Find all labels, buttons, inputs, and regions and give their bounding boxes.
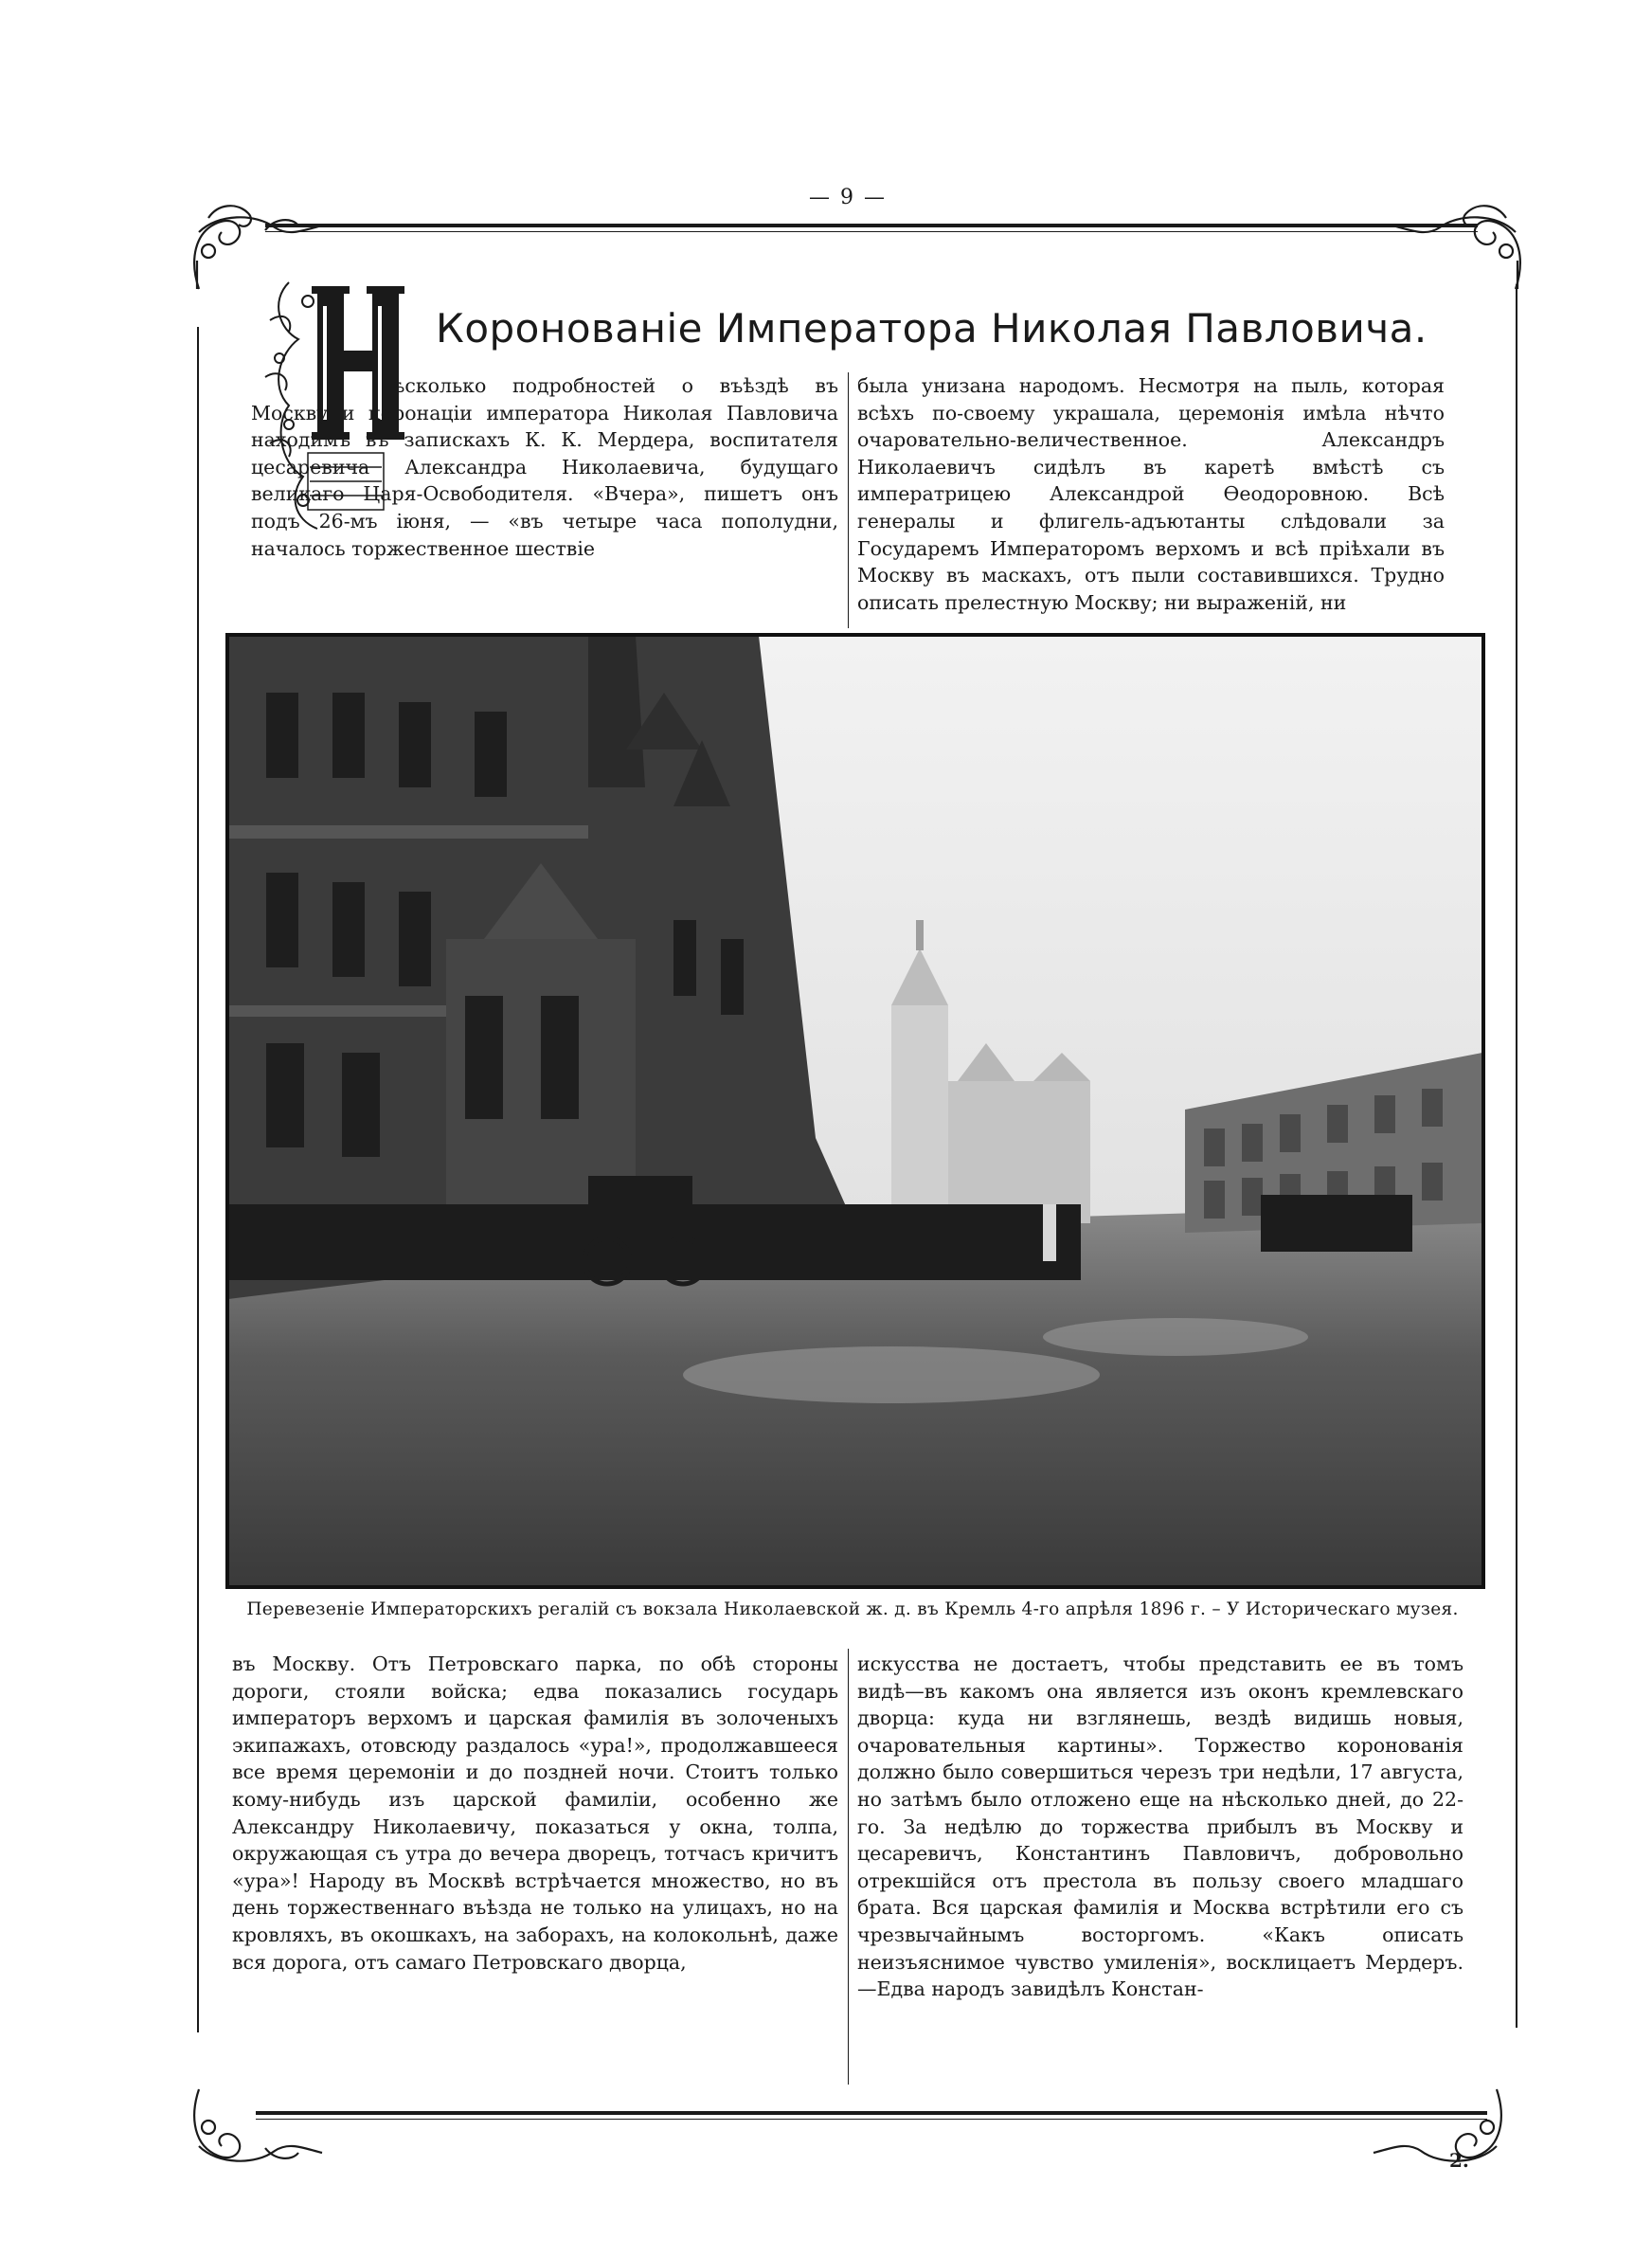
frame-left-rule	[197, 327, 199, 2032]
article-title: Коронованіе Императора Николая Павловича.	[436, 305, 1428, 352]
frame-top-rule	[265, 224, 1478, 227]
photo-caption: Перевезеніе Императорскихъ регалій съ вокзала Николаевской ж. д. въ Кремль 4-го апрѣля 1896 г. – У Историческаго музея.	[246, 1599, 1459, 1619]
frame-top-rule-thin	[265, 231, 1478, 232]
intro-right-column: была унизана народомъ. Несмотря на пыль, которая всѣхъ по-своему украшала, церемонія имѣла нѣчто очаровательно-величественное. Александръ Николаевичъ сидѣлъ въ каретѣ вмѣстѣ съ императрицею Александрой Ѳеодоровною. Всѣ генералы и флигель-адъютанты слѣдовали за Государемъ Императоромъ верхомъ и всѣ пріѣхали въ Москву въ маскахъ, отъ пыли составившихся. Трудно описать прелестную Москву; ни выраженій, ни	[857, 374, 1445, 614]
body-right-column: искусства не достаетъ, чтобы представить ее въ томъ видѣ—въ какомъ она является изъ оконъ кремлевскаго дворца: куда ни взглянешь, вездѣ видишь новыя, очаровательныя картины». Торжество коронованія должно было совершиться черезъ три недѣли, 17 августа, но затѣмъ было отложено еще на нѣсколько дней, до 22-го. За недѣлю до торжества прибылъ въ Москву и цесаревичъ, Константинъ Павловичъ, добровольно отрекшійся отъ престола въ пользу своего младшаго брата. Вся царская фамилія и Москва встрѣтили его съ чрезвычайнымъ восторгомъ. «Какъ описать неизъяснимое чувство умиленія», восклицаетъ Мердеръ.—Едва народъ завидѣлъ Констан-	[857, 1652, 1463, 2001]
corner-ornament-bottom-right	[1364, 2080, 1516, 2184]
page-number: — 9 —	[809, 186, 887, 209]
frame-bottom-rule-thin	[256, 2119, 1487, 2120]
column-divider-top	[848, 372, 849, 628]
frame-bottom-rule	[256, 2111, 1487, 2115]
frame-right-rule	[1516, 284, 1517, 2028]
intro-left-column: ѣсколько подробностей о въѣздѣ въ Москву и коронаціи императора Николая Павловича находимъ въ запискахъ К. К. Мердера, воспитателя цесаревича Александра Николаевича, будущаго великаго Царя-Освободителя. «Вчера», пишетъ онъ подъ 26-мъ іюня, — «въ четыре часа пополудни, началось торжественное шествіе	[251, 374, 838, 560]
column-divider-bottom	[848, 1649, 849, 2085]
corner-ornament-bottom-left	[180, 2080, 332, 2184]
body-left-column: въ Москву. Отъ Петровскаго парка, по обѣ стороны дороги, стояли войска; едва показались государь императоръ верхомъ и царская фамилія въ золоченыхъ экипажахъ, отовсюду раздалось «ура!», продолжавшееся все время церемоніи и до поздней ночи. Стоитъ только кому-нибудь изъ царской фамиліи, особенно же Александру Николаевичу, показаться у окна, толпа, окружающая съ утра до вечера дворецъ, тотчасъ кричитъ «ура»! Народу въ Москвѣ встрѣчается множество, но въ день торжественнаго въѣзда не только на улицахъ, но на кровляхъ, въ окошкахъ, на заборахъ, на колокольнѣ, даже вся дорога, отъ самаго Петровскаго дворца,	[232, 1652, 838, 1974]
corner-ornament-top-right	[1383, 194, 1535, 298]
signature-mark: 2.	[1449, 2149, 1469, 2172]
historical-photograph	[225, 633, 1485, 1589]
